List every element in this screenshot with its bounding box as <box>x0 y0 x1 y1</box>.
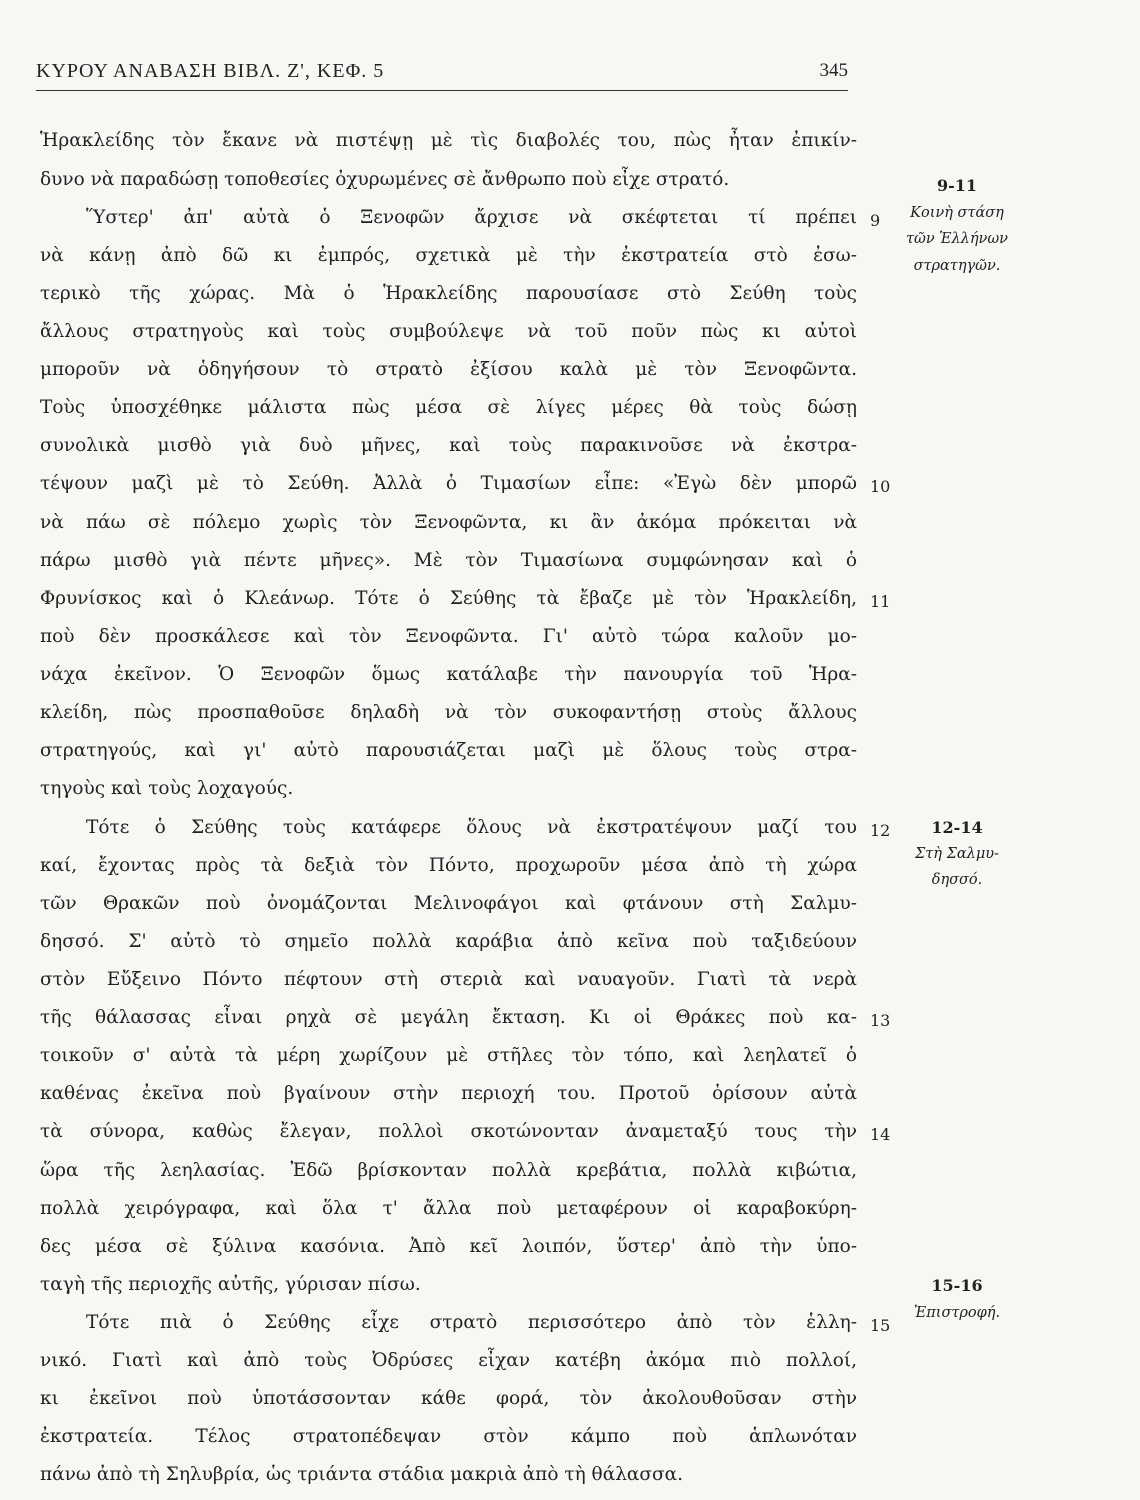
margin-note-text: τῶν Ἑλλήνων <box>906 231 1008 247</box>
text-line: τὰ σύνορα, καθὼς ἔλεγαν, πολλοὶ σκοτώνονταν ἀναμεταξύ τους τὴν <box>40 1121 857 1142</box>
text-line: νικό. Γιατὶ καὶ ἀπὸ τοὺς Ὀδρύσες εἶχαν κατέβη ἀκόμα πιὸ πολλοί, <box>40 1350 857 1371</box>
text-line: τηγοὺς καὶ τοὺς λοχαγούς. <box>40 778 294 799</box>
page-number: 345 <box>819 60 848 81</box>
text-line: δυνο νὰ παραδώσῃ τοποθεσίες ὀχυρωμένες σὲ ἄνθρωπο ποὺ εἶχε στρατό. <box>40 169 730 190</box>
running-head: ΚΥΡΟΥ ΑΝΑΒΑΣΗ ΒΙΒΛ. Ζ', ΚΕΦ. 5 <box>36 60 385 82</box>
margin-note-text: Στὴ Σαλμυ- <box>915 846 999 862</box>
text-line: ποὺ δὲν προσκάλεσε καὶ τὸν Ξενοφῶντα. Γι' αὐτὸ τώρα καλοῦν μο- <box>40 626 857 647</box>
text-line: ὥρα τῆς λεηλασίας. Ἐδῶ βρίσκονταν πολλὰ κρεβάτια, πολλὰ κιβώτια, <box>40 1160 857 1181</box>
text-line: νὰ πάω σὲ πόλεμο χωρὶς τὸν Ξενοφῶντα, κι ἂν ἀκόμα πρόκειται νὰ <box>40 512 857 533</box>
text-line: τοικοῦν σ' αὐτὰ τὰ μέρη χωρίζουν μὲ στῆλες τὸν τόπο, καὶ λεηλατεῖ ὁ <box>40 1045 857 1066</box>
text-line: ἐκστρατεία. Τέλος στρατοπέδεψαν στὸν κάμπο ποὺ ἁπλωνόταν <box>40 1426 857 1447</box>
text-line: νάχα ἐκεῖνον. Ὁ Ξενοφῶν ὅμως κατάλαβε τὴν πανουργία τοῦ Ἡρα- <box>40 664 857 685</box>
paragraph-start: Τότε ὁ Σεύθης τοὺς κατάφερε ὅλους νὰ ἐκστρατέψουν μαζί του <box>86 817 857 838</box>
text-line: στὸν Εὔξεινο Πόντο πέφτουν στὴ στεριὰ καὶ ναυαγοῦν. Γιατὶ τὰ νερὰ <box>40 969 857 990</box>
section-number: 14 <box>870 1125 891 1144</box>
section-number: 9 <box>870 211 881 230</box>
margin-note-text: Ἐπιστροφή. <box>913 1305 1001 1321</box>
text-line: Φρυνίσκος καὶ ὁ Κλεάνωρ. Τότε ὁ Σεύθης τὰ ἔβαζε μὲ τὸν Ἡρακλείδη, <box>40 588 857 609</box>
text-line: τερικὸ τῆς χώρας. Μὰ ὁ Ἡρακλείδης παρουσίασε στὸ Σεύθη τοὺς <box>40 283 857 304</box>
text-line: στρατηγούς, καὶ γι' αὐτὸ παρουσιάζεται μαζὶ μὲ ὅλους τοὺς στρα- <box>40 740 857 761</box>
text-line: τέψουν μαζὶ μὲ τὸ Σεύθη. Ἀλλὰ ὁ Τιμασίων εἶπε: «Ἐγὼ δὲν μπορῶ <box>40 473 857 494</box>
paragraph-start: Τότε πιὰ ὁ Σεύθης εἶχε στρατὸ περισσότερο ἀπὸ τὸν ἑλλη- <box>86 1312 857 1333</box>
text-line: τῶν Θρακῶν ποὺ ὀνομάζονται Μελινοφάγοι καὶ φτάνουν στὴ Σαλμυ- <box>40 893 857 914</box>
text-line: δησσό. Σ' αὐτὸ τὸ σημεῖο πολλὰ καράβια ἀπὸ κεῖνα ποὺ ταξιδεύουν <box>40 931 857 952</box>
text-line: πολλὰ χειρόγραφα, καὶ ὅλα τ' ἄλλα ποὺ μεταφέρουν οἱ καραβοκύρη- <box>40 1198 857 1219</box>
text-line: καθένας ἐκεῖνα ποὺ βγαίνουν στὴν περιοχή του. Προτοῦ ὁρίσουν αὐτὰ <box>40 1083 857 1104</box>
text-line: Ἡρακλείδης τὸν ἔκανε νὰ πιστέψῃ μὲ τὶς διαβολές του, πὼς ἦταν ἐπικίν- <box>40 130 857 151</box>
text-line: νὰ κάνῃ ἀπὸ δῶ κι ἐμπρός, σχετικὰ μὲ τὴν ἐκστρατεία στὸ ἐσω- <box>40 245 857 266</box>
margin-note-text: δησσό. <box>931 872 983 888</box>
margin-note-range: 15-16 <box>931 1276 983 1295</box>
text-line: τῆς θάλασσας εἶναι ρηχὰ σὲ μεγάλη ἔκταση. Κι οἱ Θράκες ποὺ κα- <box>40 1007 857 1028</box>
text-line: καί, ἔχοντας πρὸς τὰ δεξιὰ τὸν Πόντο, προχωροῦν μέσα ἀπὸ τὴ χώρα <box>40 855 857 876</box>
text-line: Τοὺς ὑποσχέθηκε μάλιστα πὼς μέσα σὲ λίγες μέρες θὰ τοὺς δώσῃ <box>40 397 857 418</box>
text-line: συνολικὰ μισθὸ γιὰ δυὸ μῆνες, καὶ τοὺς παρακινοῦσε νὰ ἐκστρα- <box>40 435 857 456</box>
text-line: ἄλλους στρατηγοὺς καὶ τοὺς συμβούλεψε νὰ τοῦ ποῦν πὼς κι αὐτοὶ <box>40 321 857 342</box>
text-line: κι ἐκεῖνοι ποὺ ὑποτάσσονταν κάθε φορά, τὸν ἀκολουθοῦσαν στὴν <box>40 1388 857 1409</box>
text-line: κλείδη, πὼς προσπαθοῦσε δηλαδὴ νὰ τὸν συκοφαντήσῃ στοὺς ἄλλους <box>40 702 857 723</box>
section-number: 12 <box>870 821 891 840</box>
section-number: 13 <box>870 1011 891 1030</box>
section-number: 10 <box>870 477 891 496</box>
text-line: πάνω ἀπὸ τὴ Σηλυβρία, ὡς τριάντα στάδια μακριὰ ἀπὸ τὴ θάλασσα. <box>40 1464 684 1485</box>
section-number: 15 <box>870 1316 891 1335</box>
margin-note-range: 12-14 <box>931 818 983 837</box>
margin-note-text: Κοινὴ στάση <box>910 205 1004 221</box>
text-line: μποροῦν νὰ ὁδηγήσουν τὸ στρατὸ ἐξίσου καλὰ μὲ τὸν Ξενοφῶντα. <box>40 359 857 380</box>
page-header <box>36 60 848 91</box>
text-line: ταγὴ τῆς περιοχῆς αὐτῆς, γύρισαν πίσω. <box>40 1274 421 1295</box>
margin-note-range: 9-11 <box>936 176 978 195</box>
text-line: πάρω μισθὸ γιὰ πέντε μῆνες». Μὲ τὸν Τιμασίωνα συμφώνησαν καὶ ὁ <box>40 550 857 571</box>
paragraph-start: Ὕστερ' ἀπ' αὐτὰ ὁ Ξενοφῶν ἄρχισε νὰ σκέφτεται τί πρέπει <box>86 207 857 228</box>
text-line: δες μέσα σὲ ξύλινα κασόνια. Ἀπὸ κεῖ λοιπόν, ὕστερ' ἀπὸ τὴν ὑπο- <box>40 1236 857 1257</box>
margin-note-text: στρατηγῶν. <box>913 258 1001 274</box>
section-number: 11 <box>870 592 891 611</box>
